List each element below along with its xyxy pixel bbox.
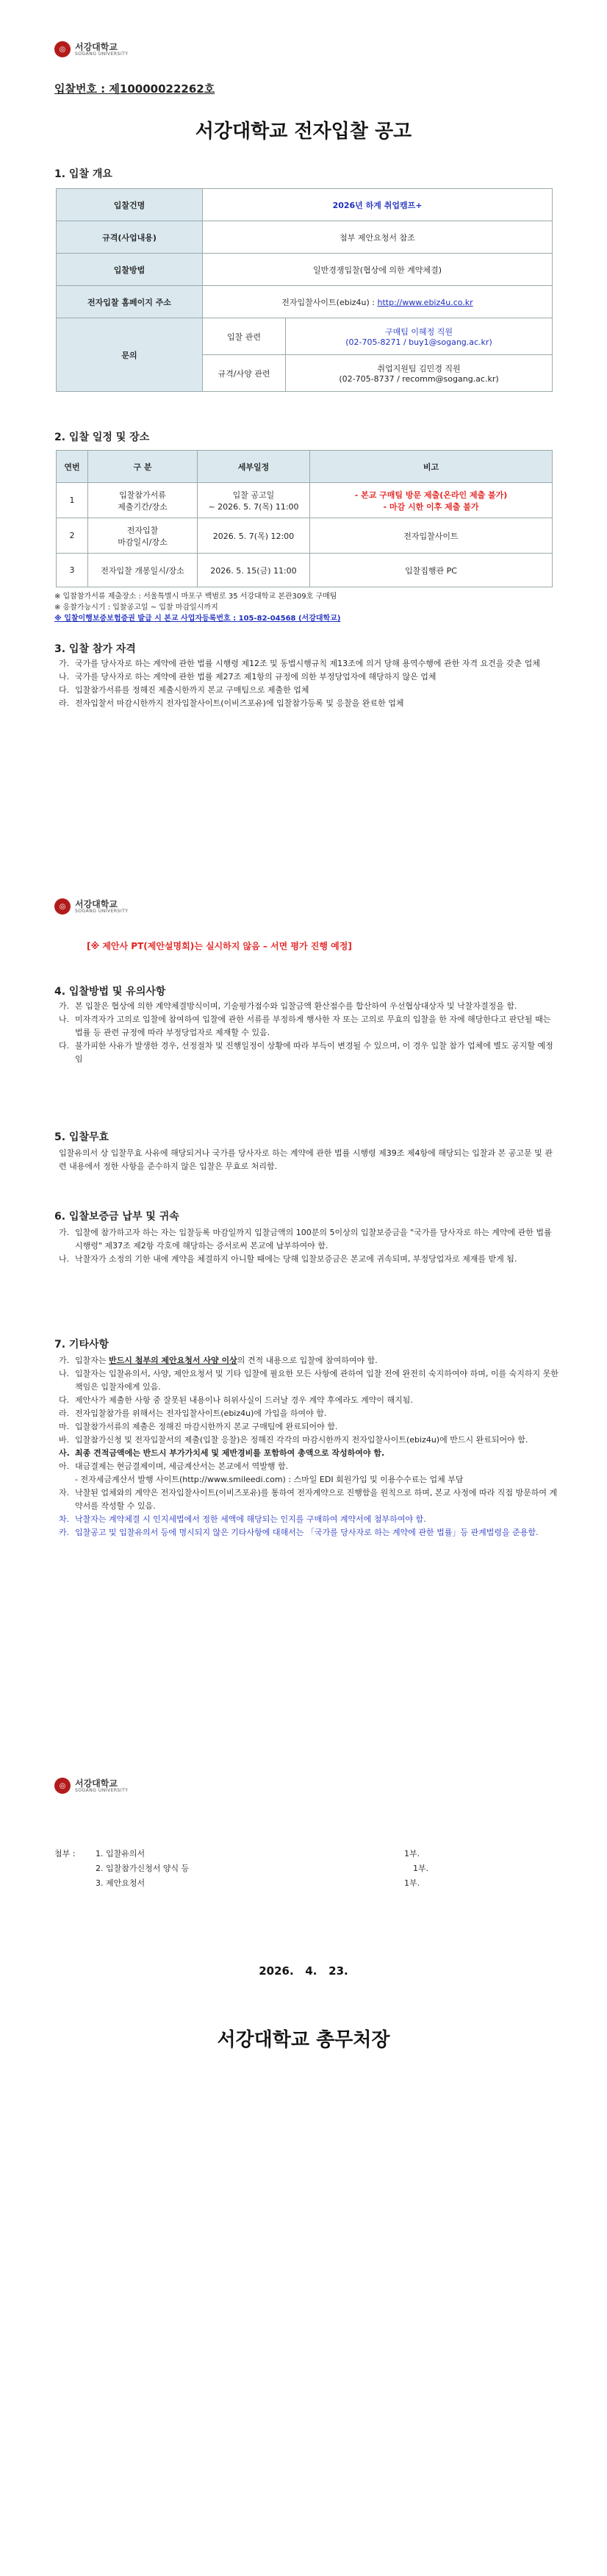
list-item: 가. 국가를 당사자로 하는 계약에 관한 법률 시행령 제12조 및 동법시행규칙 제13조에 의거 당해 용역수행에 관한 자격 요건을 갖춘 업체 bbox=[59, 659, 540, 668]
list-item: 차. 낙찰자는 계약체결 시 인지세법에서 정한 세액에 해당되는 인지를 구매하여 계약서에 첨부하여야 함. bbox=[59, 1514, 426, 1524]
list-item: 가. 본 입찰은 협상에 의한 계약체결방식이며, 기술평가점수와 입찰금액 환산점수를 합산하여 우선협상대상자 및 낙찰자결정을 함. bbox=[59, 1001, 517, 1011]
row-rem1: 전자입찰사이트 bbox=[310, 518, 553, 554]
list-item: 카. 입찰공고 및 입찰유의서 등에 명시되지 않은 기타사항에 대해서는 「국가를 당사자로 하는 계약에 관한 법률」등 관계법령을 준용함. bbox=[59, 1528, 539, 1537]
row-rem1: 입찰집행관 PC bbox=[310, 554, 553, 587]
section-4-heading: 4. 입찰방법 및 유의사항 bbox=[54, 986, 166, 998]
label-spec-contact: 규격/사양 관련 bbox=[203, 355, 286, 392]
table-row bbox=[57, 554, 553, 587]
homepage-prefix: 전자입찰사이트(ebiz4u) : bbox=[281, 297, 378, 307]
bid-contact-info: (02-705-8271 / buy1@sogang.ac.kr) bbox=[345, 337, 492, 347]
schedule-table bbox=[56, 450, 553, 587]
list-item: 다. 입찰참가서류를 정해진 제출시한까지 본교 구매팀으로 제출한 업체 bbox=[59, 685, 309, 695]
row-sch1: 2026. 5. 7(목) 12:00 bbox=[198, 518, 310, 554]
row-cat2: 제출기간/장소 bbox=[118, 501, 168, 512]
university-logo bbox=[54, 41, 128, 57]
section-6-heading: 6. 입찰보증금 납부 및 귀속 bbox=[54, 1211, 179, 1223]
list-item: 아. 대금결제는 현금결제이며, 세금계산서는 본교에서 역발행 함. bbox=[59, 1461, 289, 1471]
method-list bbox=[59, 1000, 558, 1066]
section-3-heading: 3. 입찰 참가 자격 bbox=[54, 643, 136, 655]
university-seal-icon: ◎ bbox=[54, 41, 71, 57]
note-place: ※ 입찰참가서류 제출장소 : 서울특별시 마포구 백범로 35 서강대학교 본관309호 구매팀 bbox=[54, 593, 337, 601]
page-title: 서강대학교 전자입찰 공고 bbox=[195, 121, 412, 143]
header-no: 연번 bbox=[57, 451, 88, 483]
schedule-notes bbox=[54, 591, 340, 624]
qualification-list bbox=[59, 657, 558, 710]
label-method: 입찰방법 bbox=[57, 254, 203, 286]
homepage-link[interactable]: http://www.ebiz4u.co.kr bbox=[377, 297, 473, 307]
deposit-list bbox=[59, 1226, 558, 1266]
row-rem1: - 본교 구매팀 방문 제출(온라인 제출 불가) bbox=[354, 490, 508, 500]
list-item: 나. 낙찰자가 소정의 기한 내에 계약을 체결하지 아니할 때에는 당해 입찰보증금은 본교에 귀속되며, 부정당업자로 제재를 받게 됨. bbox=[59, 1254, 517, 1264]
row-no: 3 bbox=[57, 554, 88, 587]
list-item: 나. 국가를 당사자로 하는 계약에 관한 법률 제27조 제1항의 규정에 의한 부정당업자에 해당하지 않은 업체 bbox=[59, 672, 437, 681]
logo-ko: 서강대학교 bbox=[75, 41, 118, 52]
list-item: 가. 입찰자는 반드시 첨부의 제안요청서 사양 이상의 견적 내용으로 입찰에 참여하여야 함. bbox=[59, 1356, 378, 1365]
section-5-heading: 5. 입찰무효 bbox=[54, 1131, 109, 1143]
invalid-text: 입찰유의서 상 입찰무효 사유에 해당되거나 국가를 당사자로 하는 계약에 관한 법률 시행령 제39조 제4항에 해당되는 입찰과 본 공고문 및 관련 내용에서 정한 사항을 준수하지 않은 입찰은 무효로 처리함. bbox=[59, 1148, 553, 1171]
value-bid-name: 2026년 하계 취업캠프+ bbox=[203, 189, 553, 221]
attachments: 첨부 : 1. 입찰유의서 1부. 2. 입찰참가신청서 양식 등 1부. 3. 제안요청서 1부. bbox=[54, 1847, 428, 1891]
list-item: 나. 입찰자는 입찰유의서, 사양, 제안요청서 및 기타 입찰에 필요한 모든 사항에 관하여 입찰 전에 완전히 숙지하여야 하며, 이를 숙지하지 못한 책임은 입찰자에게 있음. bbox=[59, 1369, 558, 1392]
attach-label: 첨부 : bbox=[54, 1849, 76, 1858]
list-item: 자. 낙찰된 업체와의 계약은 전자입찰사이트(이비즈포유)를 통하여 전자계약으로 진행함을 원칙으로 하며, 본교 사정에 따라 직접 방문하여 계약서를 작성할 수 있음. bbox=[59, 1488, 558, 1511]
bid-contact-name: 구매팀 이혜정 직원 bbox=[384, 327, 453, 337]
row-cat1: 전자입찰 bbox=[126, 525, 159, 535]
list-item: 마. 입찰참가서류의 제출은 정해진 마감시한까지 본교 구매팀에 완료되어야 함. bbox=[59, 1422, 338, 1431]
list-item: 라. 전자입찰서 마감시한까지 전자입찰사이트(이비즈포유)에 입찰참가등록 및 응찰을 완료한 업체 bbox=[59, 698, 404, 708]
header-category: 구 분 bbox=[88, 451, 198, 483]
note-period: ※ 응찰가능시기 : 입찰공고일 ~ 입찰 마감일시까지 bbox=[54, 604, 218, 612]
etc-list bbox=[59, 1354, 558, 1539]
list-item: 바. 입찰참가신청 및 전자입찰서의 제출(입찰 응찰)은 정해진 각각의 마감시한까지 전자입찰사이트(ebiz4u)에 반드시 완료되어야 함. bbox=[59, 1435, 528, 1445]
attach-item: 3. 제안요청서 bbox=[96, 1878, 146, 1888]
list-item: - 전자세금계산서 발행 사이트(http://www.smileedi.com) : 스마일 EDI 회원가입 및 이용수수료는 업체 부담 bbox=[75, 1475, 464, 1484]
overview-table bbox=[56, 188, 553, 392]
table-row bbox=[57, 483, 553, 518]
list-item: 다. 제안사가 제출한 사항 중 잘못된 내용이나 허위사실이 드러날 경우 계약 후에라도 계약이 해지됨. bbox=[59, 1395, 413, 1405]
header-remark: 비고 bbox=[310, 451, 553, 483]
logo-en: SOGANG UNIVERSITY bbox=[75, 51, 129, 57]
header-schedule: 세부일정 bbox=[198, 451, 310, 483]
note-bizno: ※ 입찰이행보증보험증권 발급 시 본교 사업자등록번호 : 105-82-04568 (서강대학교) bbox=[54, 615, 341, 623]
attach-item: 1. 입찰유의서 bbox=[96, 1849, 146, 1858]
row-sch1: 입찰 공고일 bbox=[232, 490, 275, 500]
section-1-heading: 1. 입찰 개요 bbox=[54, 168, 112, 180]
row-cat1: 입찰참가서류 bbox=[119, 490, 166, 500]
spec-contact-info: (02-705-8737 / recomm@sogang.ac.kr) bbox=[339, 374, 499, 384]
pt-note: [※ 제안사 PT(제안설명회)는 실시하지 않음 – 서면 평가 진행 예정] bbox=[87, 941, 352, 951]
list-item: 사. 최종 견적금액에는 반드시 부가가치세 및 제반경비를 포함하여 총액으로 작성하여야 함. bbox=[59, 1448, 385, 1458]
university-seal-icon: ◎ bbox=[54, 1778, 71, 1794]
announce-date: 2026. 4. 23. bbox=[259, 1964, 348, 1978]
value-spec: 첨부 제안요청서 참조 bbox=[203, 221, 553, 254]
university-seal-icon: ◎ bbox=[54, 898, 71, 915]
list-item: 다. 불가피한 사유가 발생한 경우, 선정절차 및 진행일정이 상황에 따라 부득이 변경될 수 있으며, 이 경우 입찰 참가 업체에 별도 공지할 예정임 bbox=[59, 1041, 553, 1064]
label-bid-contact: 입찰 관련 bbox=[203, 318, 286, 355]
list-item: 가. 입찰에 참가하고자 하는 자는 입찰등록 마감일까지 입찰금액의 100분의 5이상의 입찰보증금을 "국가를 당사자로 하는 계약에 관한 법률 시행령" 제37조 제2항 각호에 해당하는 증서로써 본교에 납부하여야 함. bbox=[59, 1228, 552, 1251]
section-2-heading: 2. 입찰 일정 및 장소 bbox=[54, 432, 150, 443]
spec-contact-name: 취업지원팀 김민경 직원 bbox=[377, 364, 461, 373]
list-item: 라. 전자입찰참가를 위해서는 전자입찰사이트(ebiz4u)에 가입을 하여야 함. bbox=[59, 1409, 327, 1418]
row-no: 1 bbox=[57, 483, 88, 518]
row-rem2: - 마감 시한 이후 제출 불가 bbox=[383, 501, 479, 512]
list-item: 나. 미자격자가 고의로 입찰에 참여하여 입찰에 관한 서류를 부정하게 행사한 자 또는 고의로 무효의 입찰을 한 자에 해당한다고 판단될 때는 법률 등 관련 규정에 따라 부정당업자로 제재할 수 있음. bbox=[59, 1015, 551, 1037]
signature-title: 서강대학교 총무처장 bbox=[217, 2029, 390, 2051]
label-spec: 규격(사업내용) bbox=[57, 221, 203, 254]
value-method: 일반경쟁입찰(협상에 의한 계약체결) bbox=[203, 254, 553, 286]
university-logo: ◎ 서강대학교 SOGANG UNIVERSITY bbox=[54, 1778, 128, 1794]
label-contact: 문의 bbox=[57, 318, 203, 392]
table-row bbox=[57, 518, 553, 554]
bid-number: 입찰번호 : 제10000022262호 bbox=[54, 82, 215, 96]
university-logo: ◎ 서강대학교 SOGANG UNIVERSITY bbox=[54, 898, 128, 915]
label-bid-name: 입찰건명 bbox=[57, 189, 203, 221]
attach-item: 2. 입찰참가신청서 양식 등 bbox=[96, 1864, 190, 1873]
row-sch2: ~ 2026. 5. 7(목) 11:00 bbox=[208, 501, 299, 512]
label-homepage: 전자입찰 홈페이지 주소 bbox=[57, 286, 203, 318]
row-sch1: 2026. 5. 15(금) 11:00 bbox=[198, 554, 310, 587]
section-7-heading: 7. 기타사항 bbox=[54, 1339, 109, 1350]
row-cat1: 전자입찰 개봉일시/장소 bbox=[88, 554, 198, 587]
row-cat2: 마감일시/장소 bbox=[118, 537, 168, 547]
row-no: 2 bbox=[57, 518, 88, 554]
